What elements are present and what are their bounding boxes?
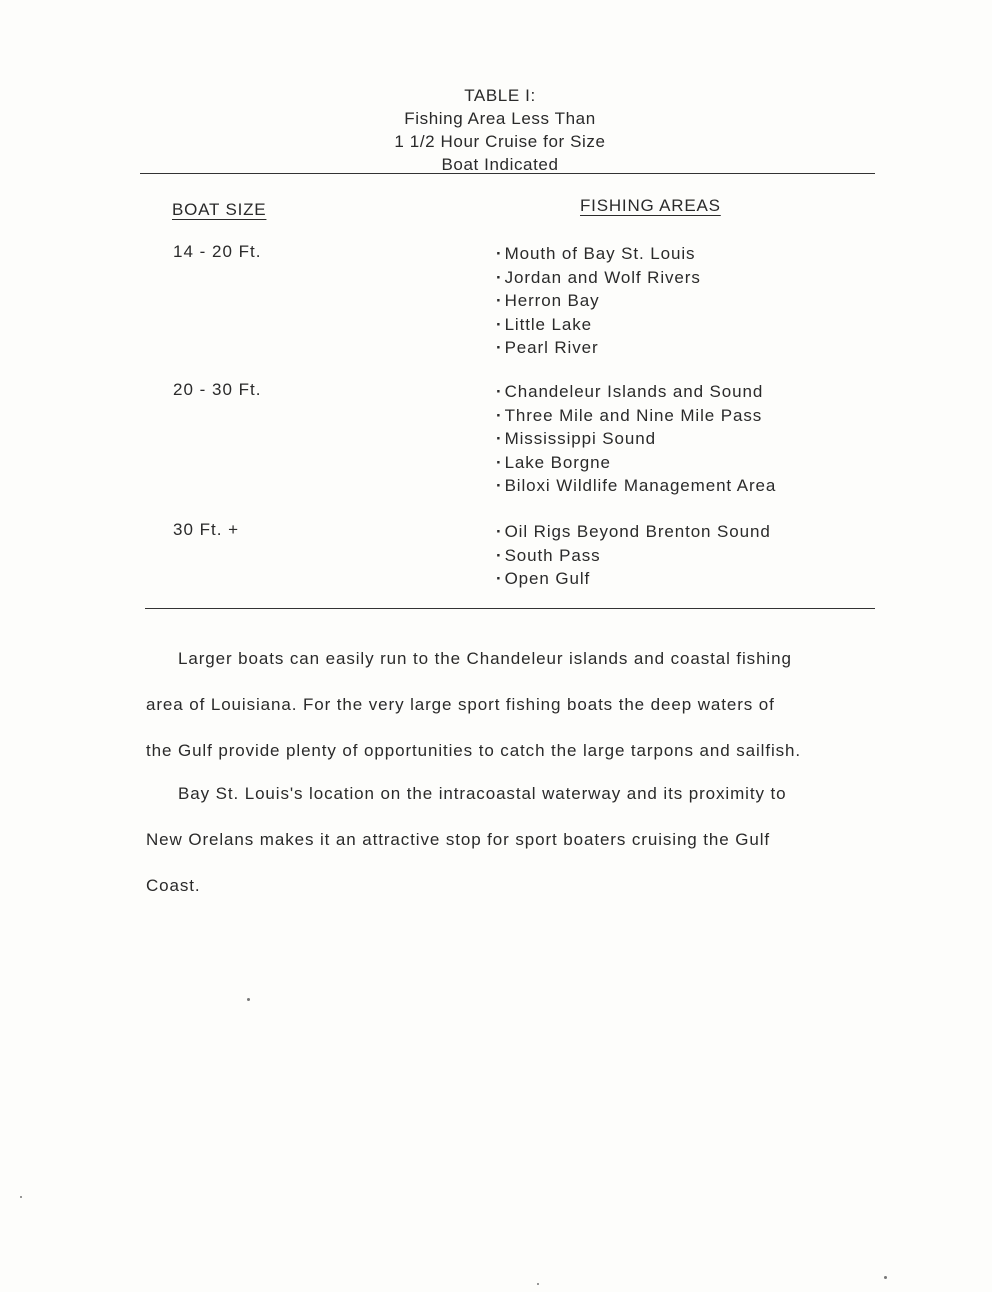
list-item: · Mississippi Sound <box>496 427 776 451</box>
boat-size-cell: 14 - 20 Ft. <box>173 242 262 261</box>
list-item: · Pearl River <box>496 336 701 360</box>
list-item: · Little Lake <box>496 313 701 337</box>
list-item: · Oil Rigs Beyond Brenton Sound <box>496 520 771 544</box>
paragraph-line: Coast. <box>146 876 201 895</box>
table-bottom-rule <box>145 608 875 609</box>
table-top-rule <box>140 173 875 174</box>
paragraph-line: Larger boats can easily run to the Chandeleur islands and coastal fishing <box>178 649 792 668</box>
fishing-areas-list <box>496 380 776 498</box>
paragraph-larger-boats <box>146 636 916 774</box>
column-header-fishing-areas: FISHING AREAS <box>580 196 721 215</box>
table-title-line-4: Boat Indicated <box>441 155 559 174</box>
list-item: · Three Mile and Nine Mile Pass <box>496 404 776 428</box>
paragraph-line: area of Louisiana. For the very large sport fishing boats the deep waters of <box>146 695 775 714</box>
scan-speck <box>537 1283 539 1285</box>
fishing-areas-list <box>496 520 771 591</box>
scan-speck <box>20 1196 22 1198</box>
scan-speck <box>247 998 250 1001</box>
paragraph-line: the Gulf provide plenty of opportunities to catch the large tarpons and sailfish. <box>146 741 802 760</box>
table-title <box>300 84 700 176</box>
list-item: · Herron Bay <box>496 289 701 313</box>
list-item: · South Pass <box>496 544 771 568</box>
list-item: · Jordan and Wolf Rivers <box>496 266 701 290</box>
list-item: · Mouth of Bay St. Louis <box>496 242 701 266</box>
paragraph-bay-st-louis <box>146 771 916 909</box>
list-item: · Chandeleur Islands and Sound <box>496 380 776 404</box>
boat-size-cell: 20 - 30 Ft. <box>173 380 262 399</box>
fishing-areas-list <box>496 242 701 360</box>
scan-speck <box>884 1276 887 1279</box>
table-title-line-1: TABLE I: <box>464 86 536 105</box>
column-header-boat-size: BOAT SIZE <box>172 200 267 219</box>
paragraph-line: New Orelans makes it an attractive stop for sport boaters cruising the Gulf <box>146 830 771 849</box>
list-item: · Biloxi Wildlife Management Area <box>496 474 776 498</box>
list-item: · Lake Borgne <box>496 451 776 475</box>
paragraph-line: Bay St. Louis's location on the intracoastal waterway and its proximity to <box>178 784 787 803</box>
boat-size-cell: 30 Ft. + <box>173 520 240 539</box>
table-title-line-2: Fishing Area Less Than <box>404 109 596 128</box>
list-item: · Open Gulf <box>496 567 771 591</box>
table-title-line-3: 1 1/2 Hour Cruise for Size <box>394 132 606 151</box>
